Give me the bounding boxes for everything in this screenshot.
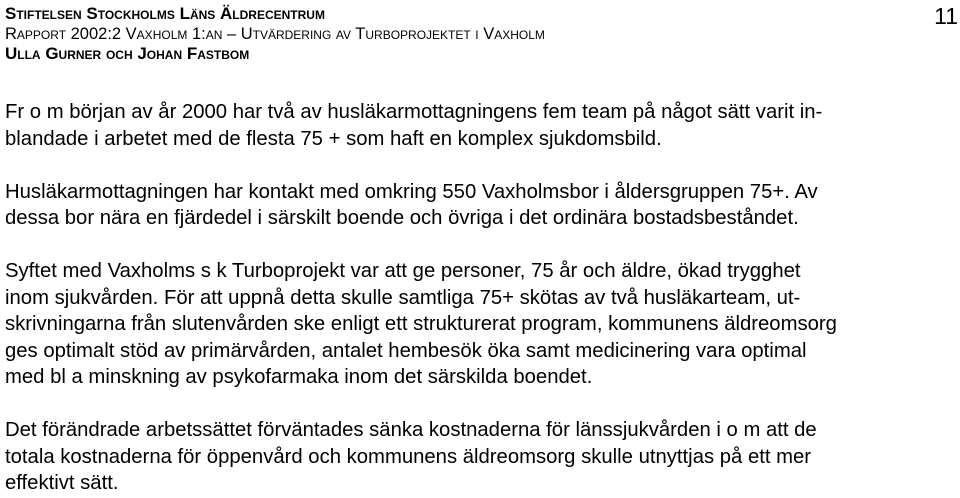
- page-header: [5, 4, 905, 64]
- paragraph-1: [5, 99, 957, 152]
- text-line: dessa bor nära en fjärdedel i särskilt boende och övriga i det ordinära bostadsbeståndet.: [5, 207, 799, 229]
- text-line: ges optimalt stöd av primärvården, antalet hembesök öka samt medicinering vara optimal: [5, 339, 807, 362]
- paragraph-2: [5, 179, 957, 232]
- text-line: effektivt sätt.: [5, 472, 119, 494]
- text-line: med bl a minskning av psykofarmaka inom det särskilda boendet.: [5, 366, 593, 388]
- document-body: [5, 99, 957, 498]
- text-line: Husläkarmottagningen har kontakt med omkring 550 Vaxholmsbor i åldersgruppen 75+. Av: [5, 180, 818, 203]
- page-number: 11: [934, 3, 958, 29]
- text-line: inom sjukvården. För att uppnå detta skulle samtliga 75+ skötas av två husläkarteam, ut-: [5, 286, 801, 309]
- text-line: blandade i arbetet med de flesta 75 + som haft en komplex sjukdomsbild.: [5, 127, 662, 150]
- text-line: Det förändrade arbetssättet förväntades sänka kostnaderna för länssjukvården i o m att de: [5, 419, 817, 441]
- text-line: Fr o m början av år 2000 har två av husläkarmottagningens fem team på något sätt varit in-: [5, 101, 823, 123]
- paragraph-4: [5, 417, 957, 497]
- paragraph-3: [5, 258, 957, 391]
- text-line: Syftet med Vaxholms s k Turboprojekt var att ge personer, 75 år och äldre, ökad trygghet: [5, 260, 801, 282]
- header-authors: Ulla Gurner och Johan Fastbom: [5, 44, 250, 63]
- header-organization: Stiftelsen Stockholms Läns Äldrecentrum: [5, 4, 325, 23]
- header-report: Rapport 2002:2 Vaxholm 1:an – Utvärdering av Turboprojektet i Vaxholm: [5, 25, 545, 43]
- text-line: skrivningarna från slutenvården ske enligt ett strukturerat program, kommunens äldreomsorg: [5, 313, 837, 335]
- text-line: totala kostnaderna för öppenvård och kommunens äldreomsorg skulle utnyttjas på ett mer: [5, 445, 812, 468]
